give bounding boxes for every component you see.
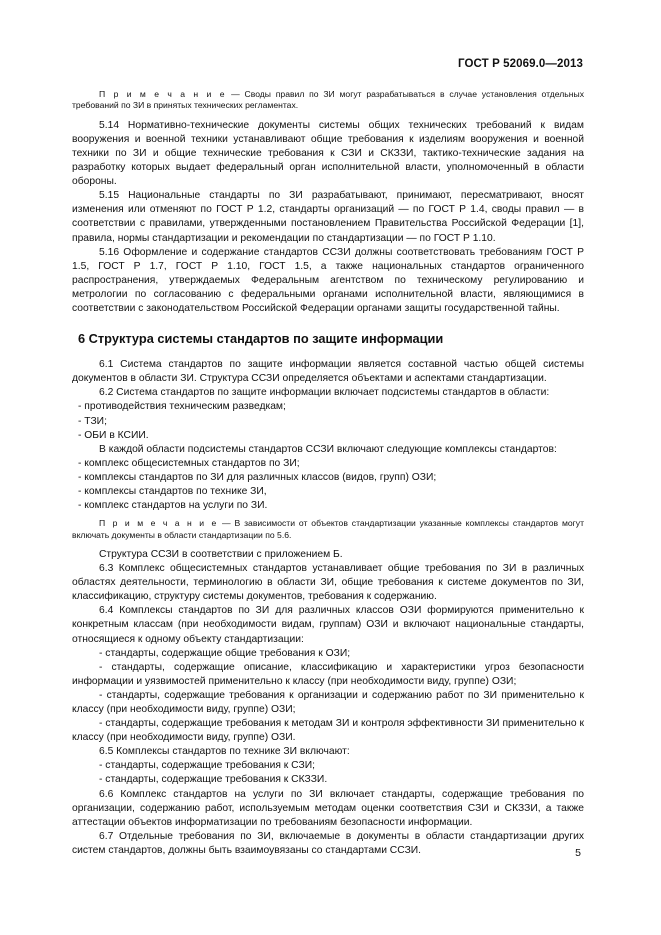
paragraph-6-4: 6.4 Комплексы стандартов по ЗИ для различных классов ОЗИ формируются применительно к конкретным классам (при необходимости видам, группам) ОЗИ и включают национальные стандарты, относящиеся к одному объекту стандартизации: — [72, 605, 584, 645]
note-2 — [72, 518, 584, 541]
list-item: - противодействия техническим разведкам; — [78, 401, 286, 413]
note-label: П р и м е ч а н и е — [99, 518, 219, 529]
list-item: - ОБИ в КСИИ. — [78, 429, 149, 441]
note-text: — В зависимости от объектов стандартизации указанные комплексы стандартов могут включать документы в области стандартизации по 5.6. — [72, 518, 585, 540]
list-item: - комплекс стандартов на услуги по ЗИ. — [78, 500, 268, 512]
list-item: - стандарты, содержащие требования к организации и содержанию работ по ЗИ применительно к классу (при необходимости виду, группе) ОЗИ; — [72, 689, 584, 715]
list-item: - стандарты, содержащие требования к СЗИ; — [99, 760, 315, 772]
page-number: 5 — [575, 847, 581, 859]
section-6-title: 6 Структура системы стандартов по защите информации — [78, 331, 444, 347]
paragraph-6-7: 6.7 Отдельные требования по ЗИ, включаемые в документы в области стандартизации других систем стандартов, должны быть взаимоувязаны со стандартами ССЗИ. — [72, 830, 584, 856]
list-item: - комплекс общесистемных стандартов по ЗИ; — [78, 457, 300, 469]
list-item: - стандарты, содержащие общие требования к ОЗИ; — [99, 647, 351, 659]
list-item: - стандарты, содержащие описание, классификацию и характеристики угроз безопасности информации и уязвимостей применительно к классу (при необходимости виду, группе) ОЗИ; — [72, 661, 584, 687]
list-item: - комплексы стандартов по технике ЗИ, — [78, 485, 267, 497]
list-item: - стандарты, содержащие требования к методам ЗИ и контроля эффективности ЗИ применительно к классу (при необходимости виду, группе) ОЗИ. — [72, 718, 584, 744]
paragraph-6-1: 6.1 Система стандартов по защите информации является составной частью общей системы документов в области ЗИ. Структура ССЗИ определяется объектами и аспектами стандартизации. — [72, 359, 584, 385]
list-item: - комплексы стандартов по ЗИ для различных классов (видов, групп) ОЗИ; — [78, 471, 437, 483]
paragraph-5-15: 5.15 Национальные стандарты по ЗИ разрабатывают, принимают, пересматривают, вносят изменения или отменяют по ГОСТ Р 1.2, стандарты организаций — по ГОСТ Р 1.4, своды правил — в соответствии с правилами, утвержденными постановлением Правительства Российской Федерации [1], правила, нормы стандартизации и рекомендации по стандартизации — по ГОСТ Р 1.10. — [72, 190, 584, 244]
paragraph-6-6: 6.6 Комплекс стандартов на услуги по ЗИ включает стандарты, содержащие требования по организации, содержанию работ, используемым методам оценки соответствия СЗИ и СКЗЗИ, а также аттестации объектов информатизации по требованиям безопасности информации. — [72, 788, 584, 828]
note-1 — [72, 89, 584, 112]
structure-reference: Структура ССЗИ в соответствии с приложением Б. — [99, 548, 343, 560]
paragraph-6-2: 6.2 Система стандартов по защите информации включает подсистемы стандартов в области: — [99, 387, 550, 399]
note-text: — Своды правил по ЗИ могут разрабатываться в случае установления отдельных требований по ЗИ в принятых технических регламентах. — [72, 89, 585, 111]
page-body — [72, 89, 584, 858]
paragraph-6-3: 6.3 Комплекс общесистемных стандартов устанавливает общие требования по ЗИ в различных областях деятельности, терминологию в области ЗИ, общие требования к системе документов по ЗИ, классификацию, структуру системы документов, требования к содержанию. — [72, 563, 584, 603]
list-item: - ТЗИ; — [78, 415, 107, 427]
paragraph-6-2-b: В каждой области подсистемы стандартов ССЗИ включают следующие комплексы стандартов: — [99, 443, 557, 455]
list-item: - стандарты, содержащие требования к СКЗЗИ. — [99, 774, 328, 786]
paragraph-5-14: 5.14 Нормативно-технические документы системы общих технических требований к видам вооружения и военной техники устанавливают общие требования к изделиям вооружения и военной техники по ЗИ и общие технические требования к СЗИ и СКЗЗИ, тактико-технические задания на разработку которых выдает федеральный орган исполнительной власти, уполномоченный в области обороны. — [72, 119, 584, 188]
document-number: ГОСТ Р 52069.0—2013 — [458, 58, 583, 70]
paragraph-5-16: 5.16 Оформление и содержание стандартов ССЗИ должны соответствовать требованиям ГОСТ Р 1.5, ГОСТ Р 1.7, ГОСТ Р 1.10, ГОСТ 1.5, а также национальных стандартов ограниченного распространения, утверждаемых Федеральным агентством по техническому регулированию и метрологии по согласованию с федеральными органами исполнительной власти, являющимися в соответствии с законодательством Российской Федерации органами защиты государственной тайны. — [72, 246, 584, 315]
paragraph-6-5: 6.5 Комплексы стандартов по технике ЗИ включают: — [99, 746, 350, 758]
note-label: П р и м е ч а н и е — [99, 89, 227, 99]
